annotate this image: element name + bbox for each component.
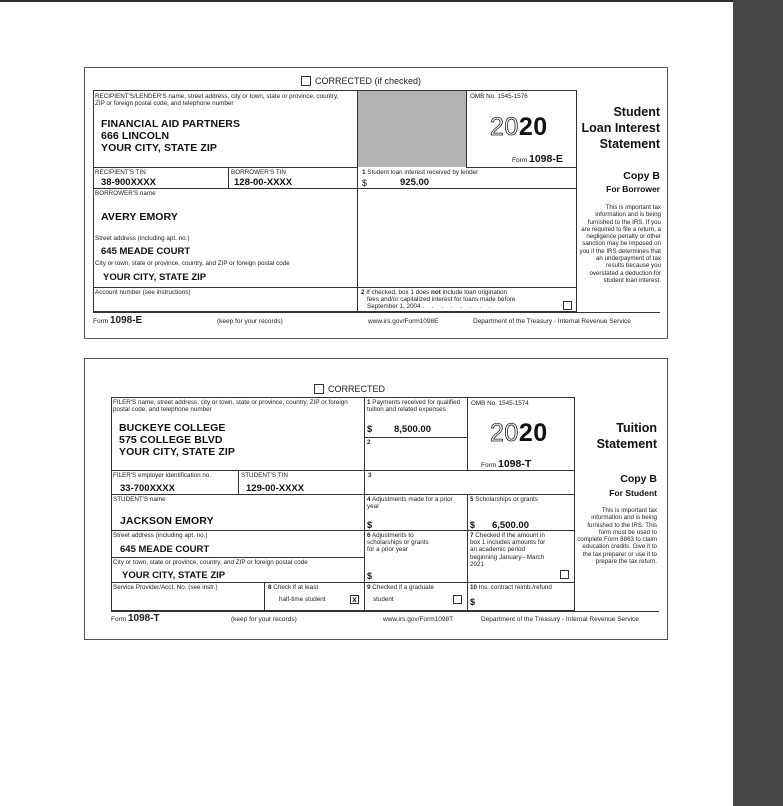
filer-city: YOUR CITY, STATE ZIP: [119, 446, 235, 458]
borrower-block: [93, 189, 358, 288]
corrected-indicator: [314, 384, 385, 394]
recipient-tin-label: RECIPIENT'S TIN: [95, 169, 146, 176]
box1-label: 1 Payments received for qualified tuition and related expenses: [367, 399, 461, 414]
corrected-label: CORRECTED: [328, 384, 386, 394]
city-label: City or town, state or province, country, and ZIP or foreign postal code: [95, 260, 290, 267]
box1-dollar: $: [362, 178, 368, 188]
tax-notice: This is important tax information and is being furnished to the IRS. This form must be used to complete Form 8863 to claim education credits. Give it to the tax preparer or use it to prepare the tax return.: [577, 507, 657, 566]
empty-block: [358, 189, 577, 288]
copy-b-heading: Copy B For Student: [609, 473, 657, 498]
recipient-block: [93, 91, 358, 168]
filer-block: [111, 398, 365, 471]
document-page: [0, 2, 733, 806]
filer-label: FILER'S name, street address, city or town, state or province, country, ZIP or foreign postal code, and telephone number: [113, 399, 348, 414]
box1-dollar: $: [367, 424, 373, 434]
omb-number: OMB No. 1545-1574: [471, 400, 529, 407]
shaded-area: [358, 91, 466, 167]
box3-label: 3: [368, 472, 372, 479]
account-label: Account number (see instructions): [95, 289, 191, 296]
street-label: Street address (including apt. no.): [113, 532, 208, 539]
student-name-label: STUDENT'S name: [113, 496, 166, 503]
recipient-city: YOUR CITY, STATE ZIP: [101, 142, 217, 154]
box2-label: 2 If checked, box 1 does not include loan origination fees and/or capitalized interest for loans made before September 1, 2004 . . . . . . . .: [361, 289, 516, 311]
account-cell: [93, 288, 358, 312]
box7-label: 7 Checked if the amount in box 1 includes amounts for an academic period beginning January– March 2021: [470, 532, 546, 568]
box8-cell: [265, 583, 365, 611]
box9-cell: [365, 583, 468, 611]
form-number: Form 1098-T: [481, 458, 532, 470]
box2-cell: [358, 288, 577, 312]
filer-ein: 33-700XXXX: [120, 483, 175, 494]
borrower-street: 645 MEADE COURT: [101, 246, 191, 257]
box10-label: 10 Ins. contract reimb./refund: [470, 584, 552, 591]
student-tin-cell: [239, 471, 365, 495]
box1-value: 8,500.00: [394, 424, 431, 435]
box3-cell: [365, 471, 575, 495]
recipient-name: FINANCIAL AID PARTNERS: [101, 118, 241, 130]
corrected-indicator: [301, 76, 421, 86]
filer-ein-label: FILER'S employer identification no.: [113, 472, 212, 479]
recipient-label: RECIPIENT'S/LENDER'S name, street address, city or town, state or province, country, ZIP or foreign postal code, and telephone number: [95, 93, 339, 108]
form-title: Tuition Statement: [596, 421, 657, 451]
box1-cell: [358, 168, 577, 189]
tax-year: 2020: [490, 419, 548, 447]
street-cell: [111, 531, 365, 558]
box4-cell: [365, 495, 468, 531]
form-1098t: CORRECTED FILER'S name, street address, city or town, state or province, country, ZIP or foreign postal code, and telephone number BUCKEYE COLLEGE 575 COLLEGE BLVD YOUR CITY, STATE ZIP 1 Payments received for qualified tuition and related expenses $ 8,500.00 2 OMB No. 1545-1574 2020 Form 1098-T Tuition Statement FILER'S employer identification no. 33-700XXXX STUDENT'S TIN 129-00-XXXX 3 Copy B For Student STUDENT'S name JACKSON EMORY 4 Adjustments made for a prior year $ 5 Scholarships or grants $ 6,500.00 This is important tax information and is being furnished to the IRS. This form must be used to complete Form 8863 to claim education credits. Give it to the tax preparer or use it to prepare the tax return. Street address (including apt. no.) 645 MEADE COURT City or town, state or province, country, and ZIP or foreign postal code YOUR CITY, STATE ZIP 6 Adjustments to scholarships or grants for a prior year $ 7 Checked if the amount in box 1 includes amounts for an academic period beginning January– March 2021 Service Provider/Acct. No. (see instr.) 8 Check if at least half-time student x 9 Checked if a graduate student 10 Ins. contract reimb./refund $ Form 1098-T (keep for your records) www.irs.gov/Form1098T Department of the Treasury - Internal Revenue Service: [84, 358, 668, 640]
borrower-tin-cell: [229, 168, 358, 189]
box8-label: 8 Check if at least: [268, 584, 319, 591]
box6-dollar: $: [367, 571, 373, 581]
box1-cell: [365, 398, 468, 438]
city-cell: [111, 558, 365, 583]
borrower-tin: 128-00-XXXX: [234, 177, 293, 188]
borrower-tin-label: BORROWER'S TIN: [231, 169, 286, 176]
street-label: Street address (including apt. no.): [95, 235, 190, 242]
corrected-label: CORRECTED (if checked): [315, 76, 422, 86]
copy-b-heading: Copy B For Borrower: [606, 170, 660, 194]
recipient-tin-cell: [93, 168, 229, 189]
student-name-cell: [111, 495, 365, 531]
box6-label: 6 Adjustments to scholarships or grants for a prior year: [367, 532, 429, 554]
box8-checkbox[interactable]: x: [350, 595, 359, 604]
student-name: JACKSON EMORY: [120, 515, 214, 527]
borrower-city: YOUR CITY, STATE ZIP: [103, 272, 207, 283]
omb-block: [466, 91, 577, 168]
box5-value: 6,500.00: [492, 520, 529, 531]
tax-year: 2020: [490, 113, 548, 141]
filer-street: 575 COLLEGE BLVD: [119, 434, 223, 446]
box2-cell: [365, 438, 468, 471]
service-label: Service Provider/Acct. No. (see instr.): [113, 584, 218, 591]
tax-notice: This is important tax information and is being furnished to the IRS. If you are required to file a return, a negligence penalty or other sanction may be imposed on you if the IRS determines that an underpayment of tax results because you overstated a deduction for student loan interest.: [579, 204, 661, 284]
box6-cell: [365, 531, 468, 583]
box4-label: 4 Adjustments made for a prior year: [367, 496, 453, 511]
recipient-tin: 38-900XXXX: [101, 177, 156, 188]
form-title: Student Loan Interest Statement: [581, 105, 660, 151]
box7-checkbox[interactable]: [560, 570, 569, 579]
corrected-checkbox[interactable]: [301, 76, 311, 86]
box7-cell: [468, 531, 575, 583]
box10-dollar: $: [470, 597, 476, 607]
form-number: Form 1098-E: [512, 153, 563, 165]
box9-label-b: student: [373, 596, 394, 603]
box5-dollar: $: [470, 520, 476, 530]
omb-block: [468, 398, 575, 471]
student-tin-label: STUDENT'S TIN: [241, 472, 288, 479]
recipient-street: 666 LINCOLN: [101, 130, 170, 142]
box4-dollar: $: [367, 520, 373, 530]
box2-checkbox[interactable]: [563, 301, 572, 310]
box5-label: 5 Scholarships or grants: [470, 496, 538, 503]
box10-cell: [468, 583, 575, 611]
student-city: YOUR CITY, STATE ZIP: [122, 570, 226, 581]
filer-ein-cell: [111, 471, 239, 495]
omb-number: OMB No. 1545-1576: [470, 93, 528, 100]
form-1098e: CORRECTED (if checked) RECIPIENT'S/LENDER'S name, street address, city or town, state or province, country, ZIP or foreign postal code, and telephone number FINANCIAL AID PARTNERS 666 LINCOLN YOUR CITY, STATE ZIP OMB No. 1545-1576 2020 Form 1098-E Student Loan Interest Statement RECIPIENT'S TIN 38-900XXXX BORROWER'S TIN 128-00-XXXX 1 Student loan interest received by lender $ 925.00 Copy B For Borrower BORROWER'S name AVERY EMORY Street address (including apt. no.) 645 MEADE COURT City or town, state or province, country, and ZIP or foreign postal code YOUR CITY, STATE ZIP This is important tax information and is being furnished to the IRS. If you are required to file a return, a negligence penalty or other sanction may be imposed on you if the IRS determines that an underpayment of tax results because you overstated a deduction for student loan interest. Account number (see instructions) 2 If checked, box 1 does not include loan origination fees and/or capitalized interest for loans made before September 1, 2004 . . . . . . . . Form 1098-E (keep for your records) www.irs.gov/Form1098E Department of the Treasury - Internal Revenue Service: [84, 67, 668, 339]
city-label: City or town, state or province, country, and ZIP or foreign postal code: [113, 559, 308, 566]
box9-label: 9 Checked if a graduate: [367, 584, 434, 591]
service-provider-cell: [111, 583, 265, 611]
box9-checkbox[interactable]: [453, 595, 462, 604]
borrower-name-label: BORROWER'S name: [95, 190, 156, 197]
student-street: 645 MEADE COURT: [120, 544, 210, 555]
box8-label-b: half-time student: [279, 596, 326, 603]
borrower-name: AVERY EMORY: [101, 211, 178, 223]
corrected-checkbox[interactable]: [314, 384, 324, 394]
box5-cell: [468, 495, 575, 531]
box1-value: 925.00: [400, 177, 430, 188]
box1-label: 1 Student loan interest received by lender: [362, 169, 479, 176]
filer-name: BUCKEYE COLLEGE: [119, 422, 226, 434]
box2-label: 2: [367, 439, 371, 446]
student-tin: 129-00-XXXX: [246, 483, 305, 494]
viewer-right-panel: [733, 0, 783, 806]
